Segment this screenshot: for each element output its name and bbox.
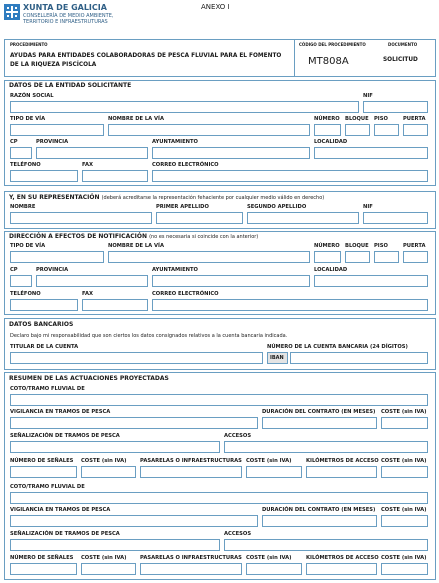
- accesos-field-2[interactable]: [224, 539, 428, 551]
- piso-label: PISO: [374, 116, 388, 122]
- org-name: XUNTA DE GALICIA: [23, 3, 107, 12]
- notif-correo-field[interactable]: [152, 299, 428, 311]
- notification-note: (no es necesaria si coincide con la anterior): [149, 234, 259, 240]
- notif-cp-label: CP: [10, 267, 18, 273]
- ayuntamiento-label: AYUNTAMIENTO: [152, 139, 198, 145]
- duracion-field-2[interactable]: [262, 515, 377, 527]
- coste-label-2c: COSTE (sin IVA): [246, 555, 292, 561]
- razon-social-field[interactable]: [10, 101, 359, 113]
- pasarelas-label-2: PASARELAS O INFRAESTRUCTURAS: [140, 555, 242, 561]
- doc-value: SOLICITUD: [383, 57, 418, 63]
- notif-provincia-label: PROVINCIA: [36, 267, 69, 273]
- notif-ayuntamiento-field[interactable]: [152, 275, 310, 287]
- localidad-field[interactable]: [314, 147, 428, 159]
- correo-field[interactable]: [152, 170, 428, 182]
- coste-field-1b[interactable]: [81, 466, 136, 478]
- senalizacion-field-2[interactable]: [10, 539, 220, 551]
- vigilancia-field-1[interactable]: [10, 417, 258, 429]
- notif-tipo-via-label: TIPO DE VÍA: [10, 243, 46, 249]
- xunta-crest-icon: [4, 4, 20, 20]
- doc-label: DOCUMENTO: [388, 42, 418, 47]
- applicant-nif-field[interactable]: [363, 101, 428, 113]
- notif-correo-label: CORREO ELECTRÓNICO: [152, 291, 219, 297]
- notif-tipo-via-field[interactable]: [10, 251, 104, 263]
- bank-declaration: Declaro bajo mi responsabilidad que son ciertos los datos consignados relativos a la cuenta bancaria indicada.: [10, 333, 288, 339]
- pasarelas-label-1: PASARELAS O INFRAESTRUCTURAS: [140, 458, 242, 464]
- numero-label: NÚMERO: [314, 116, 340, 122]
- coto-label-1: COTO/TRAMO FLUVIAL DE: [10, 386, 85, 392]
- localidad-label: LOCALIDAD: [314, 139, 348, 145]
- notif-localidad-label: LOCALIDAD: [314, 267, 348, 273]
- notif-localidad-field[interactable]: [314, 275, 428, 287]
- procedure-label: PROCEDIMIENTO: [10, 42, 48, 47]
- notif-fax-field[interactable]: [82, 299, 148, 311]
- nombre-via-field[interactable]: [108, 124, 310, 136]
- coste-field-2c[interactable]: [246, 563, 302, 575]
- notif-cp-field[interactable]: [10, 275, 32, 287]
- puerta-label: PUERTA: [403, 116, 426, 122]
- rep-primer-apellido-label: PRIMER APELLIDO: [156, 204, 209, 210]
- divider: [294, 39, 295, 77]
- tipo-via-field[interactable]: [10, 124, 104, 136]
- pasarelas-field-1[interactable]: [140, 466, 242, 478]
- vigilancia-field-2[interactable]: [10, 515, 258, 527]
- correo-label: CORREO ELECTRÓNICO: [152, 162, 219, 168]
- provincia-label: PROVINCIA: [36, 139, 69, 145]
- coste-field-2b[interactable]: [81, 563, 136, 575]
- code-label: CÓDIGO DEL PROCEDIMIENTO: [299, 42, 366, 47]
- applicant-nif-label: NIF: [363, 93, 373, 99]
- annex-label: ANEXO I: [201, 3, 230, 11]
- coste-label-1d: COSTE (sin IVA): [381, 458, 427, 464]
- notif-nombre-via-field[interactable]: [108, 251, 310, 263]
- coste-label-2d: COSTE (sin IVA): [381, 555, 427, 561]
- bloque-field[interactable]: [345, 124, 370, 136]
- account-number-field[interactable]: [290, 352, 428, 364]
- rep-segundo-apellido-field[interactable]: [247, 212, 359, 224]
- representative-title: [9, 195, 324, 201]
- piso-field[interactable]: [374, 124, 399, 136]
- num-senales-field-2[interactable]: [10, 563, 77, 575]
- provincia-field[interactable]: [36, 147, 148, 159]
- coste-label-1c: COSTE (sin IVA): [246, 458, 292, 464]
- duracion-label-1: DURACIÓN DEL CONTRATO (EN MESES): [262, 409, 376, 415]
- coste-label-2a: COSTE (sin IVA): [381, 507, 427, 513]
- notif-numero-label: NÚMERO: [314, 243, 340, 249]
- ayuntamiento-field[interactable]: [152, 147, 310, 159]
- coste-label-1b: COSTE (sin IVA): [81, 458, 127, 464]
- accesos-label-2: ACCESOS: [224, 531, 252, 537]
- notif-puerta-field[interactable]: [403, 251, 428, 263]
- rep-segundo-apellido-label: SEGUNDO APELLIDO: [247, 204, 307, 210]
- notif-piso-label: PISO: [374, 243, 388, 249]
- actions-title: RESUMEN DE LAS ACTUACIONES PROYECTADAS: [9, 375, 169, 382]
- applicant-title: DATOS DE LA ENTIDAD SOLICITANTE: [9, 82, 132, 89]
- bank-title: DATOS BANCARIOS: [9, 321, 74, 328]
- telefono-label: TELÉFONO: [10, 162, 41, 168]
- notif-ayuntamiento-label: AYUNTAMIENTO: [152, 267, 198, 273]
- bloque-label: BLOQUE: [345, 116, 369, 122]
- pasarelas-field-2[interactable]: [140, 563, 242, 575]
- senalizacion-label-2: SEÑALIZACIÓN DE TRAMOS DE PESCA: [10, 531, 120, 537]
- km-acceso-field-2[interactable]: [306, 563, 377, 575]
- notification-title-text: DIRECCIÓN A EFECTOS DE NOTIFICACIÓN: [9, 233, 147, 240]
- procedure-title-1: AYUDAS PARA ENTIDADES COLABORADORAS DE PESCA FLUVIAL PARA EL FOMENTO: [10, 53, 282, 59]
- duracion-field-1[interactable]: [262, 417, 377, 429]
- duracion-label-2: DURACIÓN DEL CONTRATO (EN MESES): [262, 507, 376, 513]
- num-senales-field-1[interactable]: [10, 466, 77, 478]
- notif-bloque-field[interactable]: [345, 251, 370, 263]
- titular-field[interactable]: [10, 352, 263, 364]
- notif-bloque-label: BLOQUE: [345, 243, 369, 249]
- code-value: MT808A: [308, 56, 349, 67]
- notif-telefono-field[interactable]: [10, 299, 78, 311]
- cp-label: CP: [10, 139, 18, 145]
- org-sub2: TERRITORIO E INFRAESTRUTURAS: [23, 19, 108, 25]
- notif-nombre-via-label: NOMBRE DE LA VÍA: [108, 243, 164, 249]
- razon-social-label: RAZÓN SOCIAL: [10, 93, 54, 99]
- notif-numero-field[interactable]: [314, 251, 341, 263]
- coste-field-2d[interactable]: [381, 563, 428, 575]
- coto-field-2[interactable]: [10, 492, 428, 504]
- account-number-label: NÚMERO DE LA CUENTA BANCARIA (24 DÍGITOS): [267, 344, 408, 350]
- num-senales-label-1: NÚMERO DE SEÑALES: [10, 458, 74, 464]
- km-acceso-label-1: KILÓMETROS DE ACCESO: [306, 458, 379, 464]
- rep-nif-field[interactable]: [363, 212, 428, 224]
- coste-label-1a: COSTE (sin IVA): [381, 409, 427, 415]
- vigilancia-label-2: VIGILANCIA EN TRAMOS DE PESCA: [10, 507, 111, 513]
- rep-nombre-label: NOMBRE: [10, 204, 36, 210]
- accesos-label-1: ACCESOS: [224, 433, 252, 439]
- coto-label-2: COTO/TRAMO FLUVIAL DE: [10, 484, 85, 490]
- representative-note: (deberá acreditarse la representación fehaciente por cualquier medio válido en derecho): [101, 195, 325, 201]
- senalizacion-label-1: SEÑALIZACIÓN DE TRAMOS DE PESCA: [10, 433, 120, 439]
- num-senales-label-2: NÚMERO DE SEÑALES: [10, 555, 74, 561]
- notif-puerta-label: PUERTA: [403, 243, 426, 249]
- km-acceso-label-2: KILÓMETROS DE ACCESO: [306, 555, 379, 561]
- rep-nif-label: NIF: [363, 204, 373, 210]
- rep-primer-apellido-field[interactable]: [156, 212, 243, 224]
- notif-piso-field[interactable]: [374, 251, 399, 263]
- rep-nombre-field[interactable]: [10, 212, 152, 224]
- org-sub1: CONSELLERÍA DE MEDIO AMBIENTE,: [23, 13, 114, 19]
- notification-title: [9, 234, 258, 240]
- coste-field-1c[interactable]: [246, 466, 302, 478]
- representative-title-text: Y, EN SU REPRESENTACIÓN: [9, 194, 100, 201]
- coste-label-2b: COSTE (sin IVA): [81, 555, 127, 561]
- coto-field-1[interactable]: [10, 394, 428, 406]
- km-acceso-field-1[interactable]: [306, 466, 377, 478]
- accesos-field-1[interactable]: [224, 441, 428, 453]
- nombre-via-label: NOMBRE DE LA VÍA: [108, 116, 164, 122]
- procedure-title-2: DE LA RIQUEZA PISCÍCOLA: [10, 62, 97, 68]
- notif-fax-label: FAX: [82, 291, 93, 297]
- telefono-field[interactable]: [10, 170, 78, 182]
- tipo-via-label: TIPO DE VÍA: [10, 116, 46, 122]
- fax-field[interactable]: [82, 170, 148, 182]
- coste-field-1a[interactable]: [381, 417, 428, 429]
- notif-provincia-field[interactable]: [36, 275, 148, 287]
- iban-label: IBAN: [270, 355, 284, 361]
- coste-field-2a[interactable]: [381, 515, 428, 527]
- cp-field[interactable]: [10, 147, 32, 159]
- titular-label: TITULAR DE LA CUENTA: [10, 344, 79, 350]
- fax-label: FAX: [82, 162, 93, 168]
- numero-field[interactable]: [314, 124, 341, 136]
- vigilancia-label-1: VIGILANCIA EN TRAMOS DE PESCA: [10, 409, 111, 415]
- coste-field-1d[interactable]: [381, 466, 428, 478]
- senalizacion-field-1[interactable]: [10, 441, 220, 453]
- notif-telefono-label: TELÉFONO: [10, 291, 41, 297]
- puerta-field[interactable]: [403, 124, 428, 136]
